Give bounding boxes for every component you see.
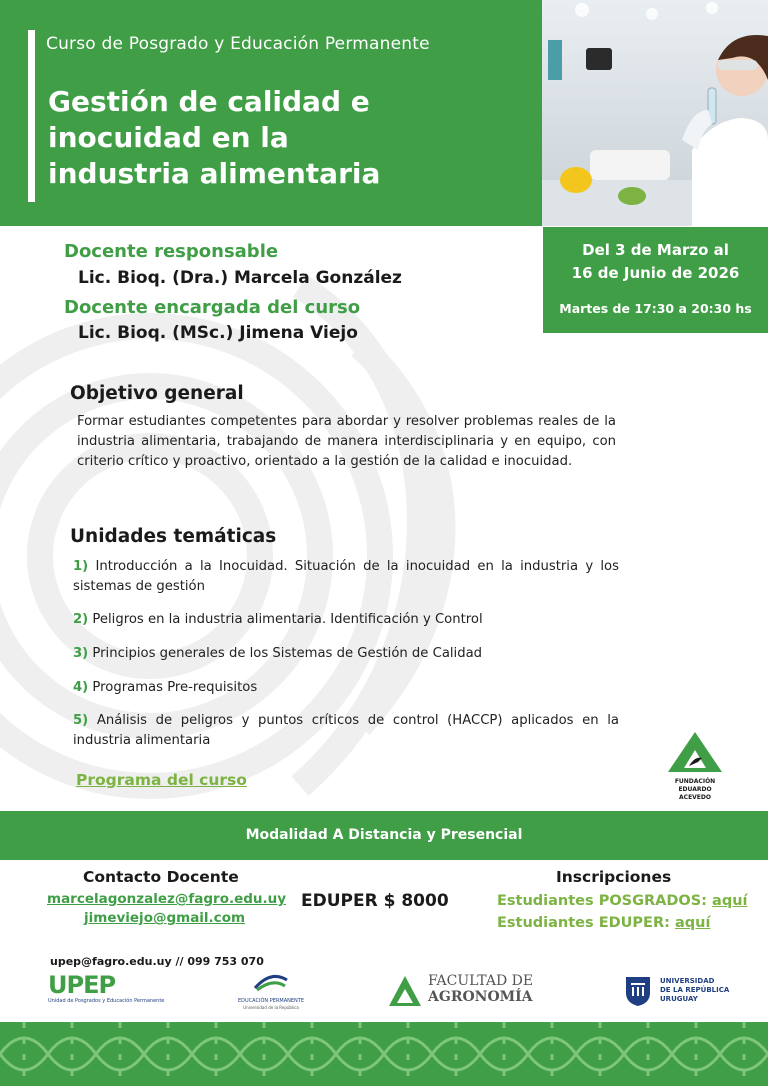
eduper-link[interactable]: aquí: [674, 915, 711, 931]
course-title: Gestión de calidad e inocuidad en la industria alimentaria: [48, 85, 381, 190]
upep-logo: UPEP Unidad de Posgrados y Educación Permanente: [48, 971, 165, 1004]
units-heading: Unidades temáticas: [70, 526, 277, 547]
schedule-box: [543, 227, 768, 333]
responsible-name: Lic. Bioq. (Dra.) Marcela González: [78, 268, 402, 288]
educacion-permanente-logo: EDUCACIÓN PERMANENTE Universidad de la República: [226, 972, 316, 1012]
email-marcela[interactable]: marcelagonzalez@fagro.edu.uy: [47, 891, 287, 907]
course-type: Curso de Posgrado y Educación Permanente: [46, 34, 430, 54]
objective-text: Formar estudiantes competentes para abordar y resolver problemas reales de la industria alimentaria, trabajando de manera interdisciplinaria y en equipo, con criterio crítico y proactivo, orientado a la gestión de la calidad e inocuidad.: [77, 414, 616, 469]
lab-scientist-image: [542, 0, 768, 226]
objective-heading: Objetivo general: [70, 383, 244, 404]
class-hours: Martes de 17:30 a 20:30 hs: [559, 301, 752, 316]
inscription-posgrado: Estudiantes POSGRADOS: aquí: [497, 893, 748, 909]
program-link[interactable]: Programa del curso: [76, 771, 247, 789]
leaf-pattern: [0, 1022, 768, 1086]
date-range: Del 3 de Marzo al 16 de Junio de 2026: [571, 241, 740, 282]
fundacion-logo: FUNDACIÓN EDUARDO ACEVEDO: [662, 730, 728, 796]
udelar-shield-icon: [624, 975, 652, 1007]
facultad-agronomia-logo: FACULTAD DE AGRONOMÍA: [388, 973, 548, 1009]
agronomia-triangle-icon: [388, 975, 422, 1007]
in-charge-label: Docente encargada del curso: [64, 297, 361, 318]
unit-item-3: 3) Principios generales de los Sistemas de Gestión de Calidad: [73, 646, 483, 661]
inscription-eduper: Estudiantes EDUPER: aquí: [497, 915, 711, 931]
lab-photo: [542, 0, 768, 226]
unit-item-5: 5) Análisis de peligros y puntos críticos de control (HACCP) aplicados en la industria alimentaria: [73, 713, 619, 748]
modality-band: Modalidad A Distancia y Presencial: [0, 811, 768, 860]
posgrado-link[interactable]: aquí: [712, 893, 748, 909]
header-accent-bar: [28, 30, 35, 202]
upep-contact: upep@fagro.edu.uy // 099 753 070: [50, 955, 264, 968]
contact-heading: Contacto Docente: [83, 868, 239, 886]
unit-item-1: 1) Introducción a la Inocuidad. Situación de la inocuidad en la industria y los sistemas de gestión: [73, 559, 619, 594]
educacion-permanente-swoosh-icon: [251, 972, 291, 994]
email-jimena[interactable]: jimeviejo@gmail.com: [84, 910, 246, 926]
udelar-logo: UNIVERSIDAD DE LA REPÚBLICA URUGUAY: [624, 975, 734, 1009]
unit-item-2: 2) Peligros en la industria alimentaria. Identificación y Control: [73, 612, 483, 627]
price: EDUPER $ 8000: [301, 891, 449, 911]
inscriptions-heading: Inscripciones: [556, 868, 672, 886]
bottom-pattern-band: [0, 1022, 768, 1086]
unit-item-4: 4) Programas Pre-requisitos: [73, 680, 258, 695]
in-charge-name: Lic. Bioq. (MSc.) Jimena Viejo: [78, 323, 358, 343]
fundacion-triangle-icon: [662, 730, 728, 774]
responsible-label: Docente responsable: [64, 241, 279, 262]
